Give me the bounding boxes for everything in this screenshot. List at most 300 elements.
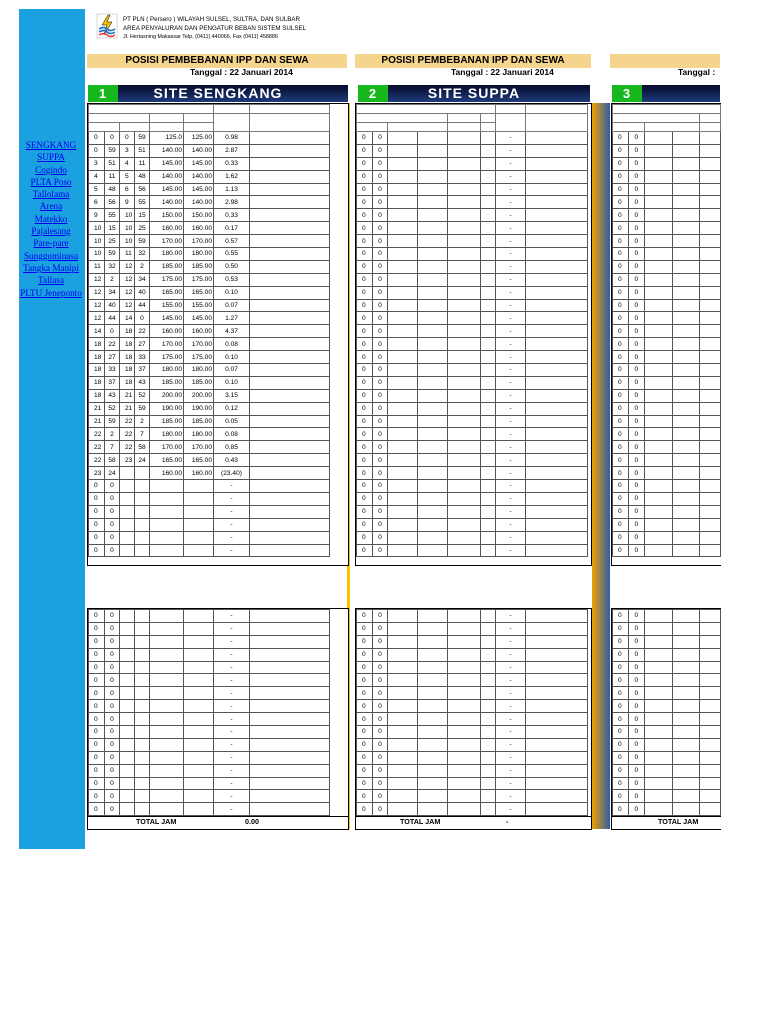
table-cell bbox=[644, 751, 672, 764]
table-cell bbox=[448, 803, 481, 816]
table-row bbox=[357, 492, 588, 505]
table-cell bbox=[250, 260, 330, 273]
table-cell: 0.33 bbox=[214, 209, 250, 222]
table-cell: 175.00 bbox=[150, 273, 184, 286]
table-row bbox=[357, 196, 588, 209]
table-cell bbox=[700, 286, 721, 299]
table-cell: 18 bbox=[89, 338, 105, 351]
table-cell: 0 bbox=[373, 260, 388, 273]
table-cell: 0 bbox=[613, 803, 629, 816]
table-cell: 145.00 bbox=[150, 183, 184, 196]
table-cell: 0 bbox=[357, 299, 373, 312]
table-cell: 0 bbox=[105, 132, 120, 145]
table-cell: 0 bbox=[373, 661, 388, 674]
table-row bbox=[357, 531, 588, 544]
table-cell: 15 bbox=[105, 222, 120, 235]
table-cell: 0 bbox=[357, 713, 373, 726]
table-cell bbox=[700, 299, 721, 312]
table-cell: - bbox=[496, 415, 526, 428]
table-cell: 58 bbox=[105, 454, 120, 467]
table-cell bbox=[250, 196, 330, 209]
table-cell: 0 bbox=[105, 544, 120, 557]
table-cell bbox=[448, 351, 481, 364]
col-blank bbox=[526, 105, 588, 114]
table-cell: 0 bbox=[357, 505, 373, 518]
table-cell bbox=[135, 635, 150, 648]
table-cell: 0 bbox=[105, 803, 120, 816]
table-cell: - bbox=[496, 648, 526, 661]
table-cell bbox=[672, 467, 700, 480]
table-cell: 52 bbox=[105, 402, 120, 415]
table-cell: 0 bbox=[613, 364, 629, 377]
table-cell bbox=[120, 790, 135, 803]
table-cell: 0 bbox=[357, 700, 373, 713]
table-cell: - bbox=[496, 235, 526, 248]
table-cell bbox=[448, 518, 481, 531]
table-row bbox=[613, 235, 721, 248]
table-row bbox=[357, 687, 588, 700]
table-cell bbox=[135, 777, 150, 790]
table-cell: - bbox=[496, 492, 526, 505]
table-cell: 0 bbox=[357, 222, 373, 235]
table-cell bbox=[672, 518, 700, 531]
table-cell: 0 bbox=[89, 700, 105, 713]
table-cell: 0 bbox=[613, 700, 629, 713]
table-cell bbox=[120, 492, 135, 505]
table-cell bbox=[418, 209, 448, 222]
table-row bbox=[89, 248, 330, 261]
table-cell: 0.55 bbox=[214, 248, 250, 261]
table-cell: 0 bbox=[105, 492, 120, 505]
table-cell bbox=[700, 454, 721, 467]
table-cell bbox=[120, 751, 135, 764]
table-cell bbox=[526, 132, 588, 145]
table-row bbox=[357, 235, 588, 248]
table-cell: - bbox=[496, 402, 526, 415]
table-row bbox=[357, 648, 588, 661]
table-cell bbox=[481, 209, 496, 222]
table-cell bbox=[644, 610, 672, 623]
table-cell bbox=[448, 505, 481, 518]
table-cell: 185.00 bbox=[150, 260, 184, 273]
table-cell bbox=[481, 273, 496, 286]
table-cell: 0 bbox=[613, 132, 629, 145]
table-cell bbox=[448, 764, 481, 777]
table-cell: 11 bbox=[120, 248, 135, 261]
table-cell bbox=[448, 661, 481, 674]
table-cell bbox=[135, 713, 150, 726]
table-cell bbox=[672, 635, 700, 648]
table-cell bbox=[250, 610, 330, 623]
table-row bbox=[357, 454, 588, 467]
table-cell bbox=[250, 428, 330, 441]
table-cell bbox=[120, 544, 135, 557]
address: Jl. Hertasning Makassar Telp. (0411) 440066, Fax (0411) 458886 bbox=[123, 34, 278, 40]
table-cell: 0 bbox=[628, 286, 644, 299]
table-row bbox=[613, 635, 721, 648]
table-cell: 22 bbox=[105, 338, 120, 351]
table-cell bbox=[135, 687, 150, 700]
table-cell bbox=[388, 338, 418, 351]
table-cell: - bbox=[496, 222, 526, 235]
table-cell: 0 bbox=[357, 518, 373, 531]
table-cell: 0 bbox=[613, 713, 629, 726]
table-cell: 0 bbox=[628, 492, 644, 505]
table-cell bbox=[700, 790, 721, 803]
suppa-table-bottom bbox=[355, 608, 592, 830]
sidebar-link[interactable]: Matekko bbox=[34, 213, 68, 224]
cogindo-table-top bbox=[611, 103, 721, 566]
table-row bbox=[613, 610, 721, 623]
table-cell: 0 bbox=[373, 222, 388, 235]
table-cell bbox=[448, 454, 481, 467]
table-cell: 145.00 bbox=[150, 157, 184, 170]
table-cell: 0 bbox=[628, 610, 644, 623]
table-cell: 0 bbox=[357, 803, 373, 816]
table-row bbox=[89, 222, 330, 235]
table-row bbox=[357, 325, 588, 338]
table-cell bbox=[672, 674, 700, 687]
table-cell: 5 bbox=[89, 183, 105, 196]
banner-2: POSISI PEMBEBANAN IPP DAN SEWA bbox=[355, 54, 591, 68]
table-cell: 0 bbox=[628, 260, 644, 273]
table-cell bbox=[526, 700, 588, 713]
table-cell bbox=[700, 235, 721, 248]
table-cell bbox=[672, 544, 700, 557]
table-cell: 0 bbox=[373, 415, 388, 428]
table-cell bbox=[250, 648, 330, 661]
table-cell bbox=[481, 312, 496, 325]
table-cell bbox=[135, 492, 150, 505]
table-row bbox=[357, 777, 588, 790]
table-cell bbox=[700, 351, 721, 364]
table-cell bbox=[481, 389, 496, 402]
site-number-3: 3 bbox=[612, 85, 642, 102]
table-cell bbox=[672, 441, 700, 454]
table-cell bbox=[120, 687, 135, 700]
table-cell: 0 bbox=[613, 338, 629, 351]
table-cell: 21 bbox=[120, 402, 135, 415]
table-cell: 32 bbox=[135, 248, 150, 261]
table-cell: 0 bbox=[89, 648, 105, 661]
table-cell bbox=[481, 674, 496, 687]
table-cell bbox=[418, 505, 448, 518]
table-row bbox=[357, 674, 588, 687]
table-cell: 0 bbox=[357, 764, 373, 777]
table-row bbox=[357, 402, 588, 415]
table-cell bbox=[388, 351, 418, 364]
table-cell bbox=[672, 222, 700, 235]
sidebar-link[interactable]: SUPPA bbox=[37, 152, 65, 163]
table-cell: 4.37 bbox=[214, 325, 250, 338]
table-cell bbox=[448, 286, 481, 299]
table-cell bbox=[644, 803, 672, 816]
table-cell: 200.00 bbox=[150, 389, 184, 402]
table-cell: 0 bbox=[628, 531, 644, 544]
table-cell: 0 bbox=[628, 441, 644, 454]
table-cell: 10 bbox=[120, 235, 135, 248]
table-cell bbox=[481, 467, 496, 480]
table-cell: 0 bbox=[613, 299, 629, 312]
table-cell bbox=[184, 764, 214, 777]
table-cell: 0 bbox=[357, 610, 373, 623]
table-cell bbox=[526, 738, 588, 751]
col-jam-total bbox=[214, 114, 250, 132]
col-akhir bbox=[388, 123, 448, 132]
table-cell bbox=[481, 441, 496, 454]
sidebar-link[interactable]: Pare-pare bbox=[33, 238, 69, 249]
table-row bbox=[357, 376, 588, 389]
table-cell bbox=[700, 648, 721, 661]
table-cell: 59 bbox=[105, 248, 120, 261]
table-cell bbox=[481, 299, 496, 312]
table-cell: 37 bbox=[135, 364, 150, 377]
sidebar-link[interactable]: Sungguminasa bbox=[23, 250, 79, 261]
table-cell: 0 bbox=[373, 610, 388, 623]
plant-name bbox=[613, 105, 721, 114]
table-cell bbox=[526, 505, 588, 518]
table-cell: - bbox=[496, 713, 526, 726]
table-cell: 0 bbox=[613, 376, 629, 389]
table-cell bbox=[644, 454, 672, 467]
table-row bbox=[357, 222, 588, 235]
table-cell bbox=[418, 338, 448, 351]
table-cell bbox=[700, 157, 721, 170]
table-cell bbox=[481, 738, 496, 751]
table-cell bbox=[184, 687, 214, 700]
table-row bbox=[89, 674, 330, 687]
table-cell: 0 bbox=[628, 518, 644, 531]
sidebar-link[interactable]: Cogindo bbox=[35, 164, 67, 175]
table-row bbox=[89, 389, 330, 402]
table-cell: 0.12 bbox=[214, 402, 250, 415]
table-cell: - bbox=[496, 144, 526, 157]
table-cell: 0.07 bbox=[214, 364, 250, 377]
table-cell: 0 bbox=[373, 480, 388, 493]
table-row bbox=[89, 738, 330, 751]
table-cell bbox=[150, 751, 184, 764]
table-row bbox=[357, 738, 588, 751]
table-cell bbox=[526, 480, 588, 493]
table-cell bbox=[672, 764, 700, 777]
table-cell bbox=[672, 286, 700, 299]
table-cell bbox=[481, 700, 496, 713]
table-cell bbox=[644, 415, 672, 428]
table-cell bbox=[250, 183, 330, 196]
table-row bbox=[89, 273, 330, 286]
table-cell: 160.00 bbox=[184, 467, 214, 480]
table-cell bbox=[388, 687, 418, 700]
table-cell bbox=[250, 505, 330, 518]
table-cell bbox=[526, 415, 588, 428]
table-cell: 0 bbox=[373, 687, 388, 700]
table-cell bbox=[418, 299, 448, 312]
table-cell: - bbox=[214, 700, 250, 713]
table-row bbox=[613, 157, 721, 170]
table-cell bbox=[388, 260, 418, 273]
table-cell bbox=[448, 415, 481, 428]
table-cell: 0 bbox=[89, 144, 105, 157]
table-cell bbox=[120, 726, 135, 739]
table-row bbox=[613, 492, 721, 505]
data-table bbox=[612, 104, 721, 557]
table-cell: 0 bbox=[357, 467, 373, 480]
table-cell bbox=[418, 751, 448, 764]
table-cell bbox=[644, 518, 672, 531]
table-cell bbox=[672, 364, 700, 377]
table-cell: 59 bbox=[105, 415, 120, 428]
sidebar-link[interactable]: Tallolama bbox=[32, 189, 70, 200]
table-cell: 0 bbox=[373, 751, 388, 764]
table-cell: 6 bbox=[89, 196, 105, 209]
table-cell: - bbox=[496, 364, 526, 377]
table-cell bbox=[526, 157, 588, 170]
table-cell bbox=[526, 144, 588, 157]
table-cell bbox=[388, 196, 418, 209]
table-cell bbox=[418, 312, 448, 325]
table-cell bbox=[481, 235, 496, 248]
table-cell: - bbox=[214, 764, 250, 777]
sidebar-link[interactable]: Tangka Manipi bbox=[23, 262, 79, 273]
table-cell: 44 bbox=[135, 299, 150, 312]
table-cell bbox=[184, 648, 214, 661]
table-cell: 0 bbox=[373, 467, 388, 480]
table-cell: 0 bbox=[89, 492, 105, 505]
table-cell bbox=[448, 144, 481, 157]
table-cell bbox=[644, 196, 672, 209]
table-cell bbox=[644, 544, 672, 557]
table-cell: 165.00 bbox=[184, 286, 214, 299]
sidebar-link[interactable]: SENGKANG bbox=[25, 140, 77, 150]
sidebar-link[interactable]: Pajalesang bbox=[31, 226, 71, 237]
table-cell: 0 bbox=[105, 777, 120, 790]
table-cell: 0 bbox=[613, 764, 629, 777]
table-cell: 0 bbox=[105, 790, 120, 803]
table-cell bbox=[448, 635, 481, 648]
total-row-1 bbox=[88, 816, 348, 829]
table-cell bbox=[250, 467, 330, 480]
table-row bbox=[357, 544, 588, 557]
table-cell: 7 bbox=[105, 441, 120, 454]
table-cell bbox=[481, 544, 496, 557]
table-row bbox=[89, 635, 330, 648]
table-cell: 0 bbox=[628, 700, 644, 713]
table-cell bbox=[672, 790, 700, 803]
table-cell: 0 bbox=[373, 764, 388, 777]
table-cell: 59 bbox=[135, 235, 150, 248]
table-cell bbox=[250, 790, 330, 803]
banner-1: POSISI PEMBEBANAN IPP DAN SEWA bbox=[87, 54, 347, 68]
table-cell: 0 bbox=[628, 170, 644, 183]
table-cell: 0 bbox=[357, 790, 373, 803]
table-cell bbox=[481, 505, 496, 518]
table-cell bbox=[526, 803, 588, 816]
sidebar-link[interactable]: Tallasa bbox=[38, 275, 64, 286]
table-cell: 0 bbox=[357, 402, 373, 415]
table-cell bbox=[418, 364, 448, 377]
table-cell bbox=[184, 480, 214, 493]
table-cell: 0 bbox=[628, 777, 644, 790]
table-cell bbox=[526, 687, 588, 700]
col-awal bbox=[357, 123, 388, 132]
table-cell: 0 bbox=[105, 726, 120, 739]
table-cell bbox=[418, 454, 448, 467]
table-cell bbox=[448, 209, 481, 222]
table-cell: 59 bbox=[135, 132, 150, 145]
cogindo-table-bottom bbox=[611, 608, 721, 830]
table-row bbox=[613, 713, 721, 726]
table-row bbox=[613, 441, 721, 454]
table-cell bbox=[700, 222, 721, 235]
col-keterangan bbox=[250, 114, 330, 132]
table-cell: 0 bbox=[613, 518, 629, 531]
table-cell: 27 bbox=[105, 351, 120, 364]
table-row bbox=[357, 441, 588, 454]
table-cell bbox=[448, 544, 481, 557]
table-row bbox=[613, 687, 721, 700]
table-cell: 25 bbox=[105, 235, 120, 248]
table-cell: 0 bbox=[89, 790, 105, 803]
table-cell: 0.57 bbox=[214, 235, 250, 248]
table-cell bbox=[418, 687, 448, 700]
table-row bbox=[357, 364, 588, 377]
table-row bbox=[89, 648, 330, 661]
table-cell bbox=[481, 196, 496, 209]
table-cell: 0 bbox=[613, 389, 629, 402]
table-cell bbox=[418, 777, 448, 790]
site-title-1: SITE SENGKANG bbox=[153, 85, 283, 101]
table-cell: 2.87 bbox=[214, 144, 250, 157]
table-cell: 12 bbox=[120, 286, 135, 299]
table-cell: 43 bbox=[135, 376, 150, 389]
table-cell: 18 bbox=[89, 364, 105, 377]
table-cell: - bbox=[496, 312, 526, 325]
table-cell: 0 bbox=[628, 144, 644, 157]
table-cell: - bbox=[496, 132, 526, 145]
table-cell bbox=[418, 492, 448, 505]
table-cell bbox=[388, 803, 418, 816]
table-cell bbox=[644, 157, 672, 170]
table-cell bbox=[672, 248, 700, 261]
table-row bbox=[357, 713, 588, 726]
table-cell bbox=[448, 790, 481, 803]
sidebar-link[interactable]: Arena bbox=[39, 201, 63, 212]
table-cell bbox=[644, 364, 672, 377]
sidebar-link[interactable]: PLTU Jeneponto bbox=[20, 287, 82, 298]
table-cell: - bbox=[214, 518, 250, 531]
table-cell bbox=[700, 273, 721, 286]
table-cell: 2 bbox=[135, 415, 150, 428]
table-cell bbox=[526, 544, 588, 557]
table-cell: 34 bbox=[135, 273, 150, 286]
table-cell bbox=[644, 777, 672, 790]
table-cell: 160.00 bbox=[150, 222, 184, 235]
table-cell: - bbox=[496, 351, 526, 364]
table-cell bbox=[250, 441, 330, 454]
sidebar-link[interactable]: PLTA Poso bbox=[30, 176, 72, 187]
table-cell bbox=[481, 764, 496, 777]
table-cell bbox=[250, 622, 330, 635]
table-cell: 150.00 bbox=[150, 209, 184, 222]
table-row bbox=[613, 428, 721, 441]
table-cell bbox=[250, 544, 330, 557]
table-cell: 0 bbox=[89, 738, 105, 751]
table-row bbox=[613, 325, 721, 338]
table-cell bbox=[700, 260, 721, 273]
table-cell bbox=[250, 661, 330, 674]
table-cell: 0 bbox=[628, 273, 644, 286]
table-cell: 0 bbox=[105, 635, 120, 648]
